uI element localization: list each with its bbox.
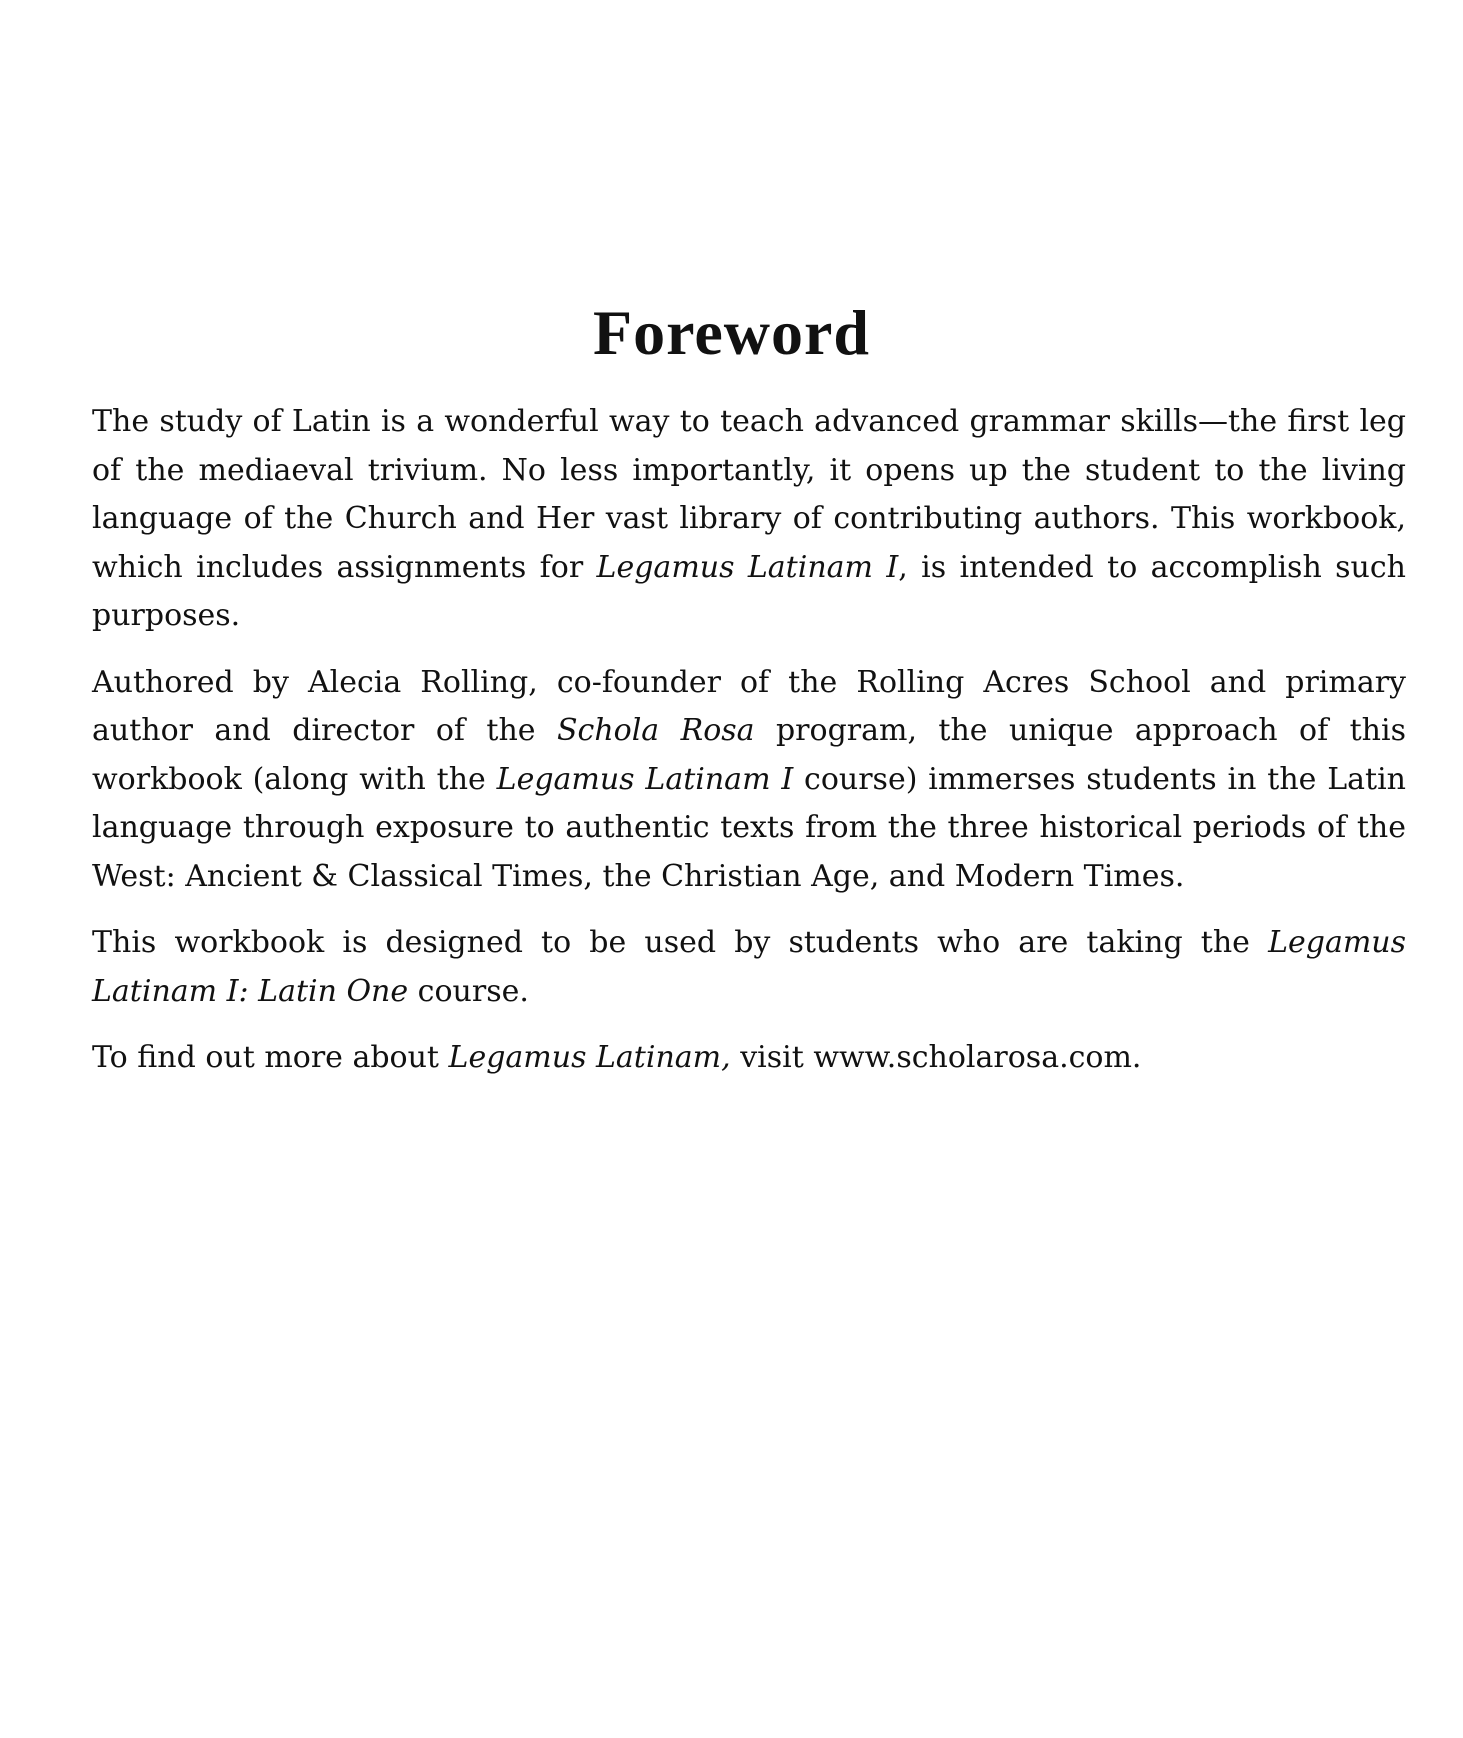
text-run: , is intended to accomplish such purposes. (92, 549, 1406, 633)
paragraph-usage (92, 919, 1406, 1016)
paragraph-intro (92, 398, 1406, 641)
book-title: Legamus Latinam, (448, 1040, 731, 1075)
website-text: visit www.scholarosa.com. (730, 1040, 1142, 1075)
paragraph-more-info (92, 1034, 1406, 1083)
book-title: Legamus Latinam I (596, 549, 899, 585)
course-title: Legamus Latinam I: Latin One (92, 925, 1406, 1009)
text-run: course) immerses students in the Latin language through exposure to authentic texts from the three historical periods of the West: Ancient & Classical Times, the Christian Age, and Modern Times. (92, 761, 1407, 894)
paragraph-author (92, 659, 1406, 902)
text-run: course. (408, 973, 529, 1009)
page-title: Foreword (593, 297, 870, 368)
text-run: This workbook is designed to be used by students who are taking the (92, 925, 1269, 960)
book-title: Legamus Latinam I (496, 761, 794, 797)
program-name: Schola Rosa (556, 713, 755, 748)
text-run: program, the unique approach of this workbook (along with the (92, 713, 1406, 797)
text-run: Authored by Alecia Rolling, co-founder of the Rolling Acres School and primary author and director of the (92, 664, 1406, 748)
foreword-body (92, 398, 1406, 1101)
text-run: The study of Latin is a wonderful way to teach advanced grammar skills—the first leg of the mediaeval trivium. No less importantly, it opens up the student to the living language of the Church and Her vast library of contributing authors. This workbook, which includes assignments for (92, 404, 1406, 585)
text-run: To find out more about (92, 1040, 449, 1075)
